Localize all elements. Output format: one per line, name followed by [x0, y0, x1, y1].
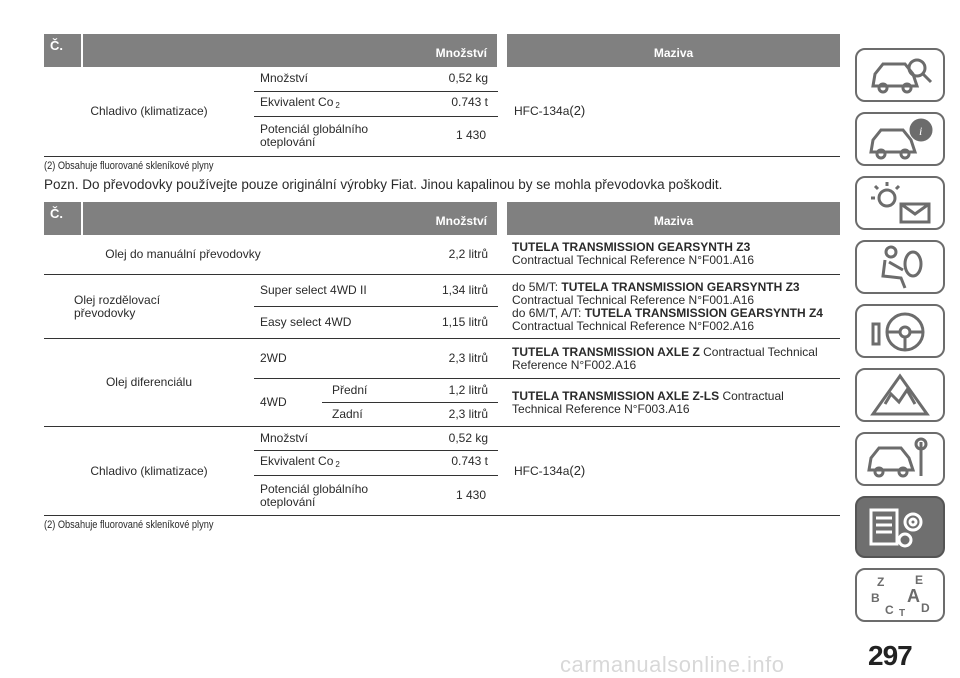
row-label: Chladivo (klimatizace)	[44, 427, 254, 516]
header-maziva: Maziva	[506, 202, 840, 235]
sub-label: Zadní	[332, 407, 363, 421]
table-row	[44, 67, 840, 91]
index-letter: B	[871, 591, 880, 605]
warning-triangle-icon	[865, 372, 935, 418]
sub-label: 4WD	[254, 379, 322, 427]
lubricant-cell	[506, 235, 840, 275]
lubricant-name: HFC-134a	[514, 464, 570, 478]
sub-label: 2WD	[260, 351, 287, 365]
row-label: Olej do manuální převodovky	[44, 235, 322, 275]
sub-value: 1 430	[455, 128, 487, 142]
tab-warning-lights[interactable]	[855, 176, 945, 230]
tab-emergency[interactable]	[855, 368, 945, 422]
subscript: 2	[335, 100, 340, 110]
sub-row	[254, 476, 498, 516]
index-letter: E	[915, 573, 924, 587]
sub-label: Ekvivalent Co	[260, 454, 334, 468]
sub-row	[254, 427, 498, 451]
table-header	[44, 34, 840, 67]
sub-row	[254, 307, 498, 339]
sub-value: 0,52 kg	[448, 431, 489, 445]
table-row	[44, 427, 840, 451]
page-number: 297	[868, 640, 912, 671]
sub-row	[254, 451, 498, 476]
sub-label: Množství	[260, 71, 309, 86]
sub-value: 1 430	[455, 487, 487, 502]
specs-gears-icon	[865, 504, 935, 550]
sub-label: Potenciál globálního oteplování	[260, 122, 369, 149]
tab-car-info[interactable]	[855, 112, 945, 166]
table-row	[44, 235, 840, 275]
footnote-ref: (2)	[569, 103, 586, 119]
lubricant-name: TUTELA TRANSMISSION GEARSYNTH Z3	[512, 240, 751, 255]
seat-airbag-icon	[865, 244, 935, 290]
sub-value: 2,3 litrů	[448, 407, 489, 421]
index-letter: Z	[877, 575, 885, 589]
sub-label: Potenciál globálního oteplování	[260, 481, 369, 509]
sub-label: Super select 4WD II	[260, 283, 367, 297]
sub-value: 1,34 litrů	[441, 283, 489, 297]
car-info-icon	[865, 116, 935, 162]
header-maziva: Maziva	[506, 34, 840, 67]
row-value: 2,2 litrů	[322, 235, 498, 275]
chapter-tabs	[855, 48, 945, 632]
sub-value: 1,15 litrů	[441, 315, 489, 329]
document-body	[44, 34, 840, 531]
warning-light-message-icon	[865, 180, 935, 226]
tab-specifications[interactable]	[855, 496, 945, 558]
lubricant-cell: do 5M/T: TUTELA TRANSMISSION GEARSYNTH Z3 Contractual Technical Reference N°F001.A16 do 6M/T, A/T: TUTELA TRANSMISSION GEARSYNTH Z4 Contractual Technical Reference N°F002.A16	[506, 275, 840, 339]
sub-row	[254, 91, 498, 116]
alphabet-index-icon	[865, 572, 935, 618]
sub-label: Ekvivalent Co	[260, 94, 334, 109]
lubricant-name: TUTELA TRANSMISSION GEARSYNTH Z4	[584, 305, 823, 320]
sub-label: Množství	[260, 431, 309, 445]
header-mnozstvi: Množství	[82, 202, 498, 235]
sub-value: 0.743 t	[451, 454, 489, 468]
lubricant-name: TUTELA TRANSMISSION AXLE Z-LS	[512, 388, 720, 403]
lubricants-table	[44, 202, 840, 517]
tab-car-search[interactable]	[855, 48, 945, 102]
lubricant-cell	[506, 427, 840, 516]
sub-label: Přední	[332, 383, 368, 397]
tab-seat-airbag[interactable]	[855, 240, 945, 294]
sub-value: 0,52 kg	[448, 71, 489, 86]
lubricant-ref-text: Contractual Technical Reference N°F001.A16	[512, 253, 755, 268]
car-wrench-icon	[865, 436, 935, 482]
header-mnozstvi: Množství	[82, 34, 498, 67]
tab-index[interactable]	[855, 568, 945, 622]
table-header	[44, 202, 840, 235]
table-row	[44, 275, 840, 307]
lubricant-name: TUTELA TRANSMISSION AXLE Z	[512, 344, 700, 359]
lubricant-name: TUTELA TRANSMISSION GEARSYNTH Z3	[561, 279, 800, 294]
lubricant-name: HFC-134a	[514, 104, 570, 119]
steering-wheel-icon	[865, 308, 935, 354]
footnote: (2) Obsahuje fluorované skleníkové plyny	[44, 159, 214, 172]
lubricant-cell: TUTELA TRANSMISSION AXLE Z Contractual Technical Reference N°F002.A16	[506, 339, 840, 379]
subscript: 2	[335, 460, 340, 469]
index-letter: D	[921, 601, 930, 615]
car-search-icon	[865, 52, 935, 98]
watermark: carmanualsonline.info	[560, 652, 785, 677]
sub-value: 1,2 litrů	[448, 383, 489, 397]
refrigerant-table-top	[44, 34, 840, 157]
index-letter: T	[899, 608, 906, 618]
lubricant-cell	[506, 67, 840, 156]
row-label: Olej rozdělovací převodovky	[44, 275, 254, 339]
table-row	[44, 339, 840, 379]
header-c: Č.	[44, 34, 82, 67]
sub-row	[254, 116, 498, 156]
svg-text:i: i	[919, 124, 923, 138]
footnote: (2) Obsahuje fluorované skleníkové plyny	[44, 519, 214, 531]
sub-value: 2,3 litrů	[448, 351, 489, 365]
lubricant-cell: TUTELA TRANSMISSION AXLE Z-LS Contractual Technical Reference N°F003.A16	[506, 379, 840, 427]
sub-value: 0.743 t	[451, 94, 489, 109]
sub-label: Easy select 4WD	[260, 315, 352, 329]
footnote-ref: (2)	[569, 463, 586, 478]
tab-steering-wheel[interactable]	[855, 304, 945, 358]
index-letter: A	[907, 586, 920, 606]
sub-row	[254, 339, 498, 379]
row-label: Chladivo (klimatizace)	[44, 67, 254, 156]
row-label: Olej diferenciálu	[44, 339, 254, 427]
tab-maintenance[interactable]	[855, 432, 945, 486]
note-paragraph: Pozn. Do převodovky používejte pouze originální výrobky Fiat. Jinou kapalinou by se mohla převodovka poškodit.	[44, 176, 723, 192]
sub-row	[322, 379, 498, 403]
sub-row	[254, 67, 498, 91]
index-letter: C	[885, 603, 894, 617]
sub-row	[322, 403, 498, 427]
header-c: Č.	[44, 202, 82, 235]
sub-row	[254, 275, 498, 307]
